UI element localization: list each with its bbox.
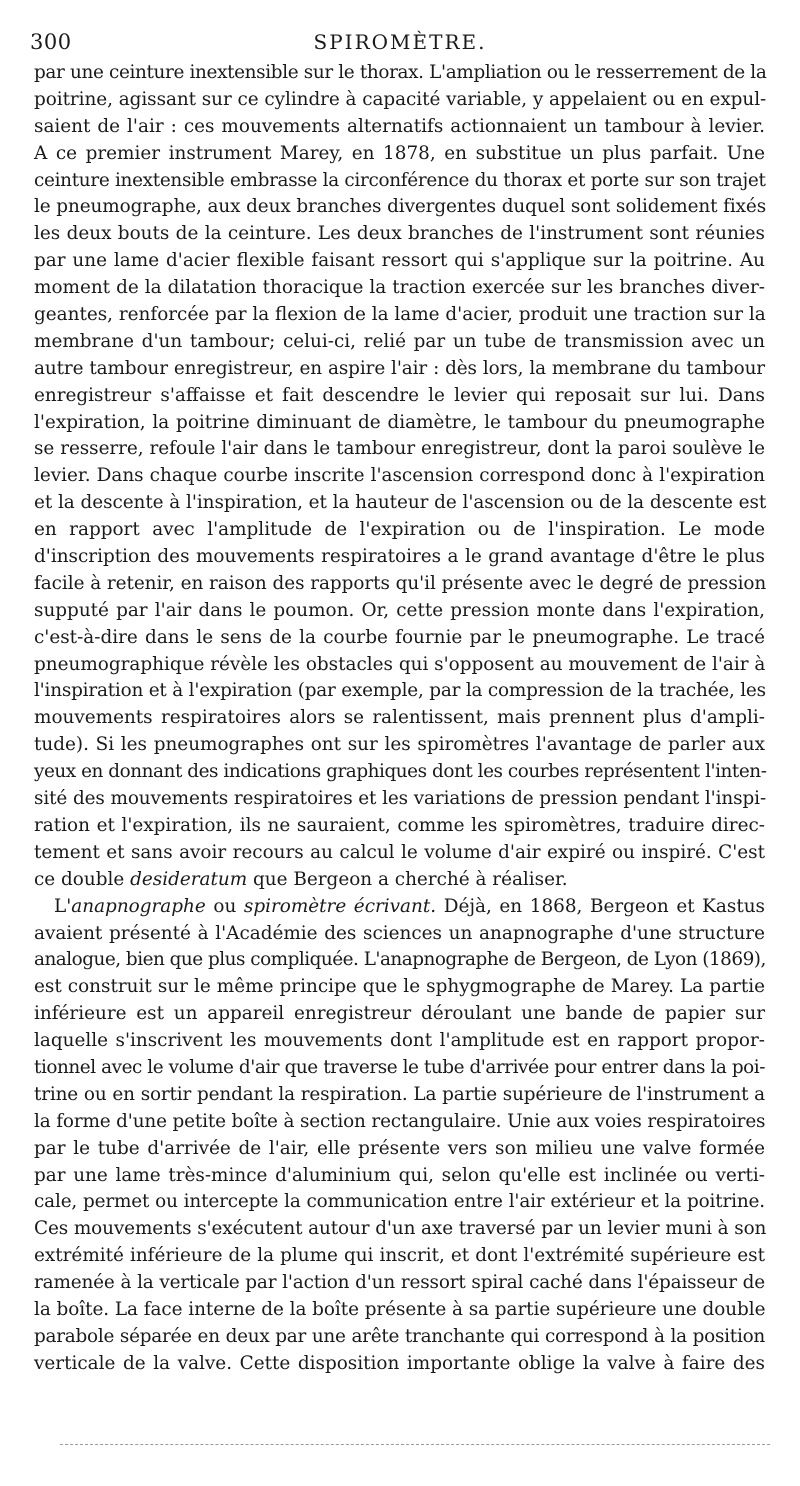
text-line: cale, permet ou intercepte la communication entre l'air extérieur et la poitrine.	[34, 1191, 765, 1213]
text-line: laquelle s'inscrivent les mouvements dont l'amplitude est en rapport propor-	[34, 1030, 765, 1052]
text-line: mouvements respiratoires alors se ralentissent, mais prennent plus d'ampli-	[34, 707, 765, 729]
text-line: Ces mouvements s'exécutent autour d'un axe traversé par un levier muni à son	[34, 1218, 767, 1240]
text-line: autre tambour enregistreur, en aspire l'air : dès lors, la membrane du tambour	[34, 357, 765, 379]
text-line: supputé par l'air dans le poumon. Or, cette pression monte dans l'expiration,	[34, 599, 765, 621]
text-line: poitrine, agissant sur ce cylindre à capacité variable, y appelaient ou en expul-	[34, 88, 767, 110]
text-line: le pneumographe, aux deux branches divergentes duquel sont solidement fixés	[34, 196, 767, 218]
italic-term: anapnographe	[71, 895, 206, 917]
italic-term: spiromètre écrivant.	[243, 895, 437, 917]
text-line: ramenée à la verticale par l'action d'un ressort spiral caché dans l'épaisseur de	[34, 1272, 765, 1294]
text-line: trine ou en sortir pendant la respiration. La partie supérieure de l'instrument a	[34, 1083, 765, 1105]
text-line: l'expiration, la poitrine diminuant de diamètre, le tambour du pneumographe	[34, 411, 765, 433]
text-line: yeux en donnant des indications graphiques dont les courbes représentent l'inten-	[34, 761, 767, 783]
text-line: extrémité inférieure de la plume qui inscrit, et dont l'extrémité supérieure est	[34, 1245, 765, 1267]
text-line: inférieure est un appareil enregistreur déroulant une bande de papier sur	[34, 1003, 765, 1025]
page-header	[30, 30, 770, 56]
text-line: par le tube d'arrivée de l'air, elle présente vers son milieu une valve formée	[34, 1137, 765, 1159]
text-line: par une lame très-mince d'aluminium qui, selon qu'elle est inclinée ou verti-	[34, 1164, 765, 1186]
text-line: verticale de la valve. Cette disposition importante oblige la valve à faire des	[34, 1352, 765, 1374]
text-line: l'inspiration et à l'expiration (par exemple, par la compression de la trachée, les	[34, 680, 766, 702]
text-line: levier. Dans chaque courbe inscrite l'ascension correspond donc à l'expiration	[34, 465, 765, 487]
text-line: tionnel avec le volume d'air que traverse le tube d'arrivée pour entrer dans la poi-	[34, 1056, 765, 1078]
text-line: la boîte. La face interne de la boîte présente à sa partie supérieure une double	[34, 1298, 766, 1320]
running-title: SPIROMÈTRE.	[313, 30, 487, 54]
text-line: et la descente à l'inspiration, et la hauteur de l'ascension ou de la descente est	[34, 492, 767, 514]
page-number: 300	[30, 30, 72, 54]
text-run: ce double	[34, 868, 131, 890]
text-line: parabole séparée en deux par une arête tranchante qui correspond à la position	[34, 1325, 765, 1347]
text-line: ceinture inextensible embrasse la circonférence du thorax et porte sur son trajet	[34, 169, 766, 191]
text-line: sité des mouvements respiratoires et les variations de pression pendant l'inspi-	[34, 788, 767, 810]
text-line: les deux bouts de la ceinture. Les deux branches de l'instrument sont réunies	[34, 223, 765, 245]
text-line: tement et sans avoir recours au calcul le volume d'air expiré ou inspiré. C'est	[34, 841, 765, 863]
text-line: analogue, bien que plus compliquée. L'anapnographe de Bergeon, de Lyon (1869),	[34, 949, 766, 971]
text-line: par une lame d'acier flexible faisant ressort qui s'applique sur la poitrine. Au	[34, 250, 765, 272]
text-line: c'est-à-dire dans le sens de la courbe fournie par le pneumographe. Le tracé	[34, 626, 765, 648]
text-line: saient de l'air : ces mouvements alternatifs actionnaient un tambour à levier.	[34, 115, 765, 137]
text-run: que Bergeon a cherché à réaliser.	[247, 868, 568, 890]
text-run: L'	[54, 895, 72, 917]
paragraph-start-line	[34, 894, 765, 921]
paragraph-end-line	[34, 867, 765, 894]
body-text	[34, 60, 765, 1378]
text-line: geantes, renforcée par la flexion de la lame d'acier, produit une traction sur la	[34, 304, 766, 326]
text-line: d'inscription des mouvements respiratoires a le grand avantage d'être le plus	[34, 546, 765, 568]
text-line: membrane d'un tambour; celui-ci, relié par un tube de transmission avec un	[34, 330, 765, 352]
text-line: enregistreur s'affaisse et fait descendre le levier qui reposait sur lui. Dans	[34, 384, 765, 406]
footer-divider	[60, 1444, 770, 1445]
text-line: pneumographique révèle les obstacles qui s'opposent au mouvement de l'air à	[34, 653, 766, 675]
text-line: A ce premier instrument Marey, en 1878, en substitue un plus parfait. Une	[34, 142, 765, 164]
text-line: facile à retenir, en raison des rapports qu'il présente avec le degré de pression	[34, 572, 767, 594]
text-line: se resserre, refoule l'air dans le tambour enregistreur, dont la paroi soulève le	[34, 438, 765, 460]
text-line: est construit sur le même principe que le sphygmographe de Marey. La partie	[34, 976, 765, 998]
text-line: tude). Si les pneumographes ont sur les spiromètres l'avantage de parler aux	[34, 734, 765, 756]
text-line: la forme d'une petite boîte à section rectangulaire. Unie aux voies respiratoires	[34, 1110, 766, 1132]
text-run: ou	[205, 895, 244, 917]
text-line: par une ceinture inextensible sur le thorax. L'ampliation ou le resserrement de la	[34, 62, 767, 83]
italic-term: desideratum	[130, 868, 248, 890]
text-run: Déjà, en 1868, Bergeon et Kastus	[436, 895, 765, 917]
text-line: moment de la dilatation thoracique la traction exercée sur les branches diver-	[34, 277, 765, 299]
text-line: ration et l'expiration, ils ne sauraient, comme les spiromètres, traduire direc-	[34, 814, 765, 836]
text-line: en rapport avec l'amplitude de l'expiration ou de l'inspiration. Le mode	[34, 519, 765, 541]
text-line: avaient présenté à l'Académie des sciences un anapnographe d'une structure	[34, 922, 765, 944]
